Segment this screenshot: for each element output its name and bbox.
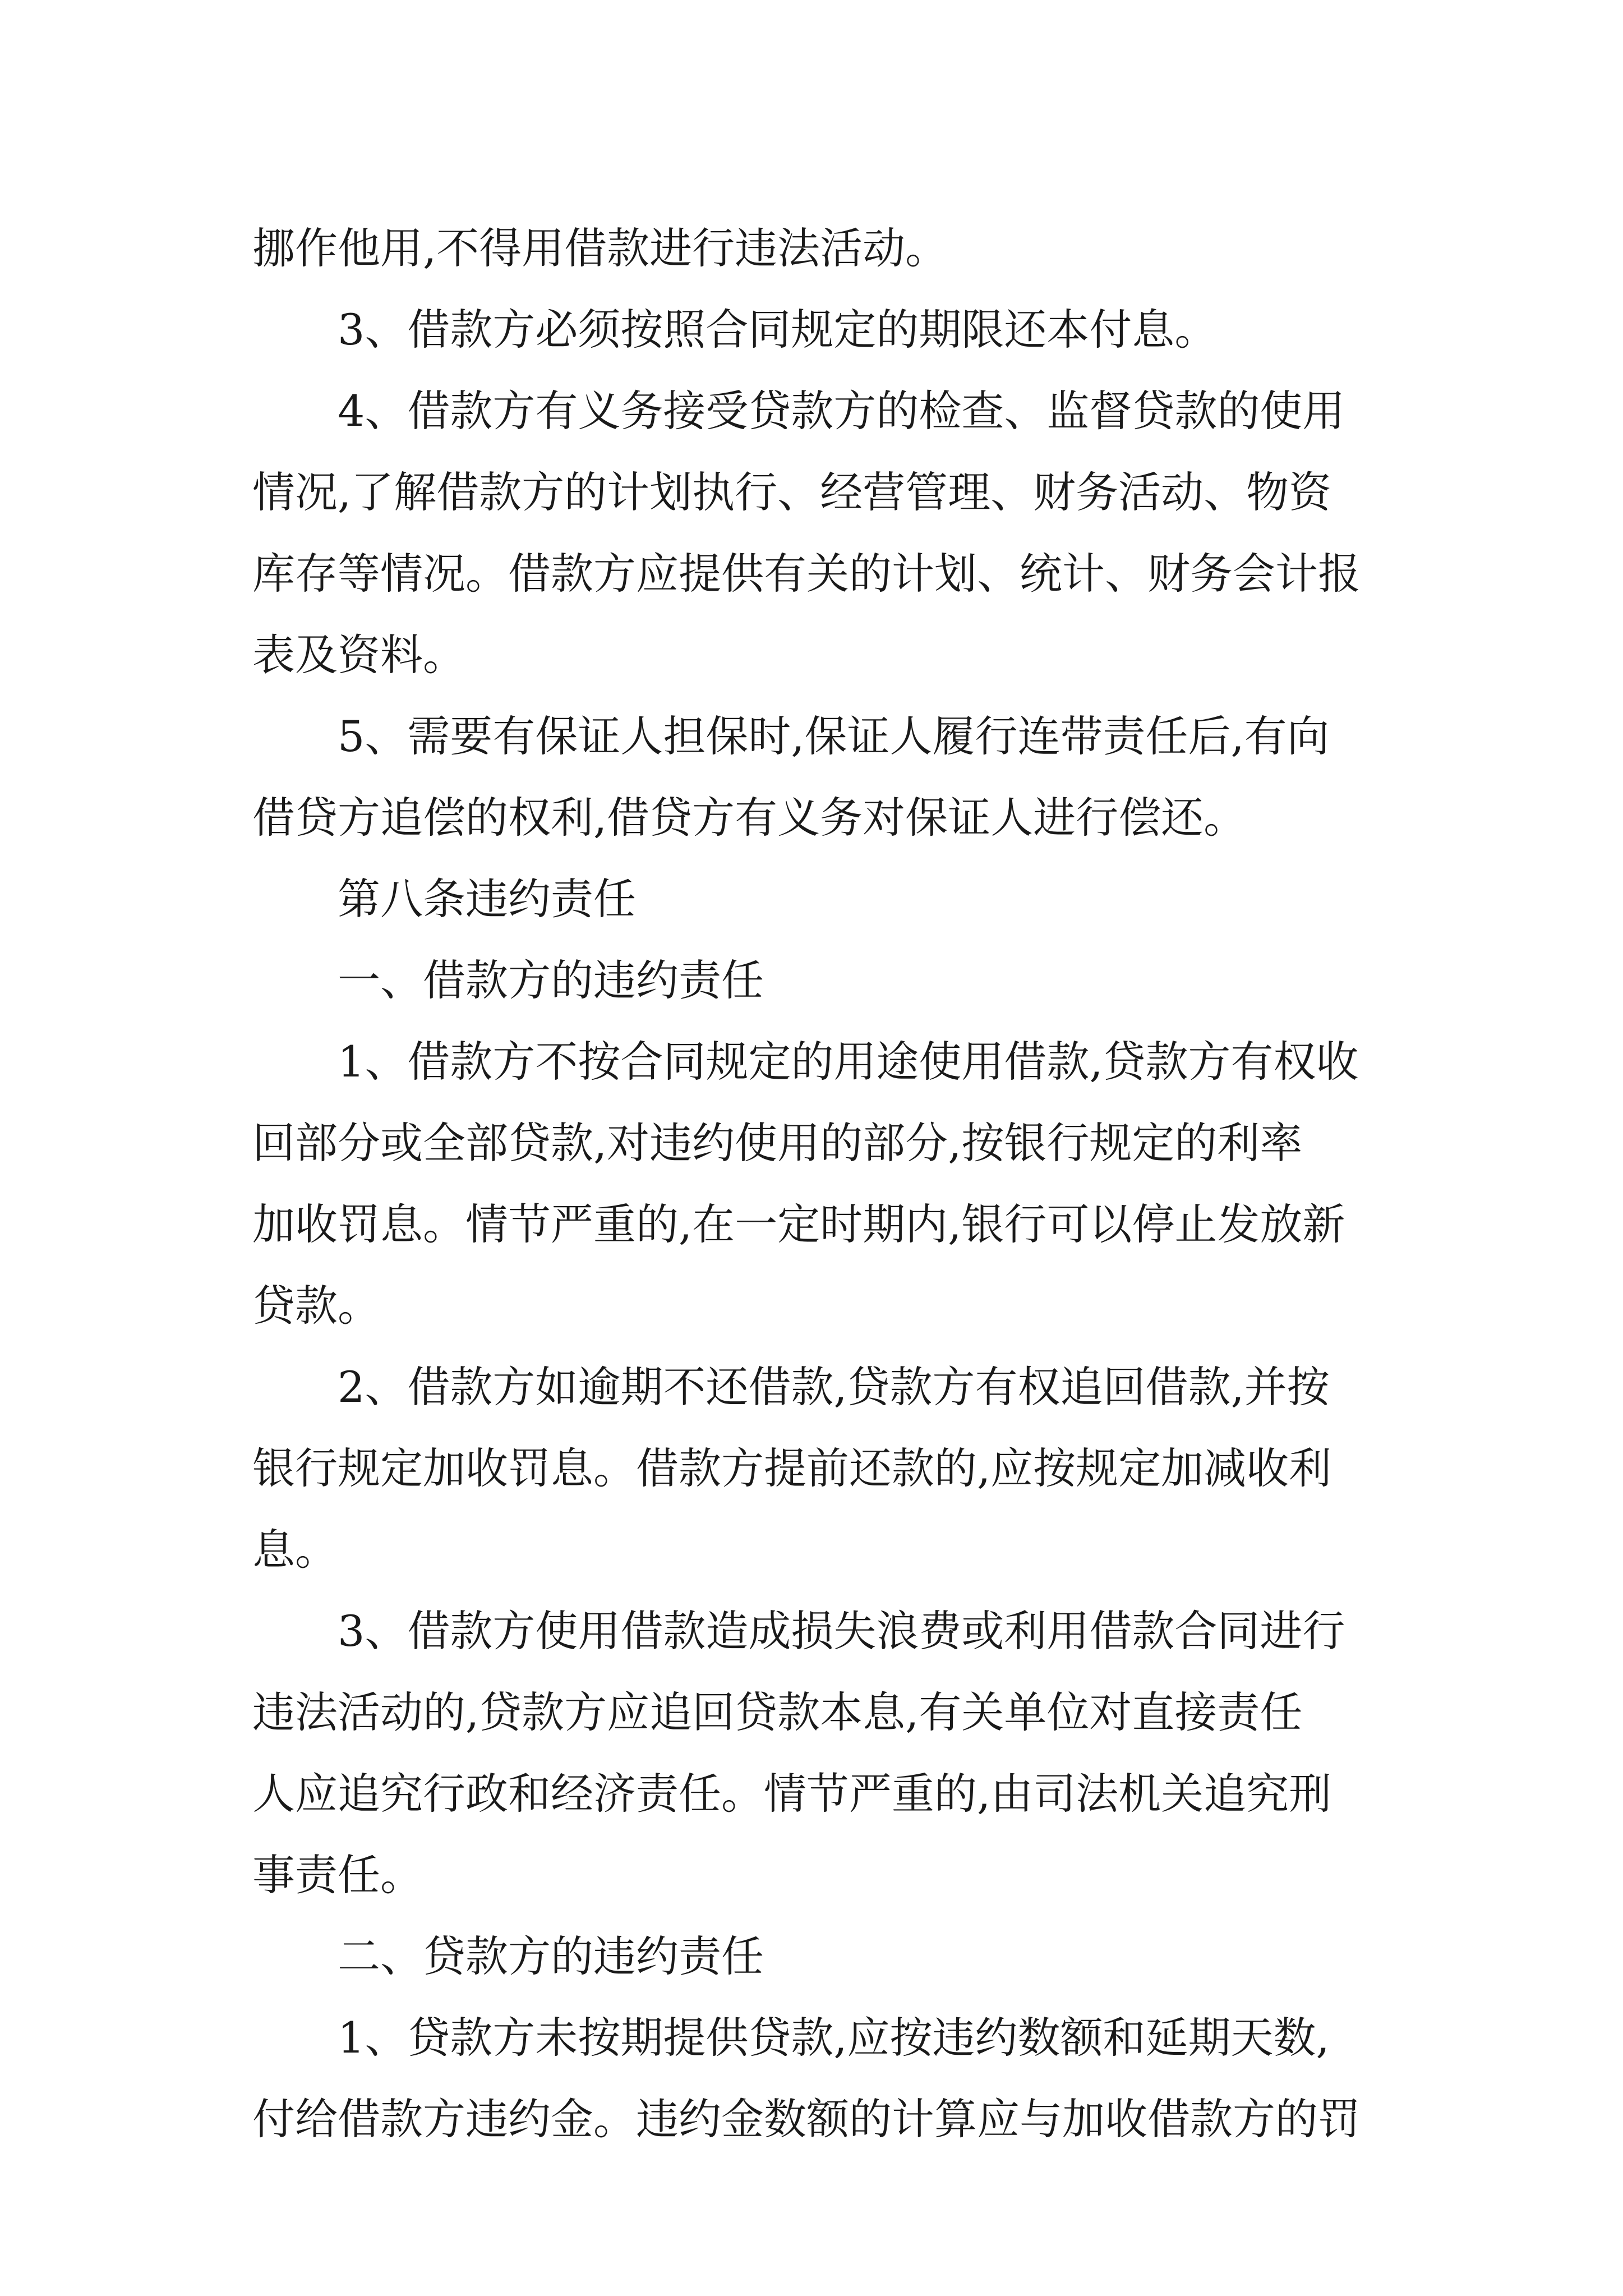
document-line: 1、贷款方未按期提供贷款,应按违约数额和延期天数, <box>338 2013 1330 2063</box>
document-line: 挪作他用,不得用借款进行违法活动。 <box>252 223 948 273</box>
document-line: 人应追究行政和经济责任。情节严重的,由司法机关追究刑 <box>252 1769 1332 1819</box>
document-line: 息。 <box>252 1525 338 1575</box>
document-line: 3、借款方使用借款造成损失浪费或利用借款合同进行 <box>338 1606 1345 1656</box>
document-line: 5、需要有保证人担保时,保证人履行连带责任后,有向 <box>338 711 1330 761</box>
document-line: 事责任。 <box>252 1850 423 1900</box>
document-line: 库存等情况。借款方应提供有关的计划、统计、财务会计报 <box>252 549 1361 599</box>
document-body <box>252 208 1385 2160</box>
document-line: 表及资料。 <box>252 630 465 680</box>
subsection-heading: 一、借款方的违约责任 <box>338 955 764 1005</box>
document-line: 付给借款方违约金。违约金数额的计算应与加收借款方的罚 <box>252 2094 1361 2144</box>
document-line: 情况,了解借款方的计划执行、经营管理、财务活动、物资 <box>252 467 1332 517</box>
document-line: 违法活动的,贷款方应追回贷款本息,有关单位对直接责任 <box>252 1687 1303 1737</box>
document-line: 2、借款方如逾期不还借款,贷款方有权追回借款,并按 <box>338 1362 1330 1412</box>
document-line: 回部分或全部贷款,对违约使用的部分,按银行规定的利率 <box>252 1118 1303 1168</box>
document-line: 贷款。 <box>252 1281 380 1331</box>
section-heading: 第八条违约责任 <box>338 874 636 924</box>
document-line: 借贷方追偿的权利,借贷方有义务对保证人进行偿还。 <box>252 793 1247 843</box>
subsection-heading: 二、贷款方的违约责任 <box>338 1931 764 1981</box>
document-line: 1、借款方不按合同规定的用途使用借款,贷款方有权收 <box>338 1037 1359 1087</box>
document-line: 4、借款方有义务接受贷款方的检查、监督贷款的使用 <box>338 386 1345 436</box>
document-line: 3、借款方必须按照合同规定的期限还本付息。 <box>338 305 1218 355</box>
document-line: 银行规定加收罚息。借款方提前还款的,应按规定加减收利 <box>252 1443 1332 1493</box>
document-line: 加收罚息。情节严重的,在一定时期内,银行可以停止发放新 <box>252 1199 1345 1249</box>
